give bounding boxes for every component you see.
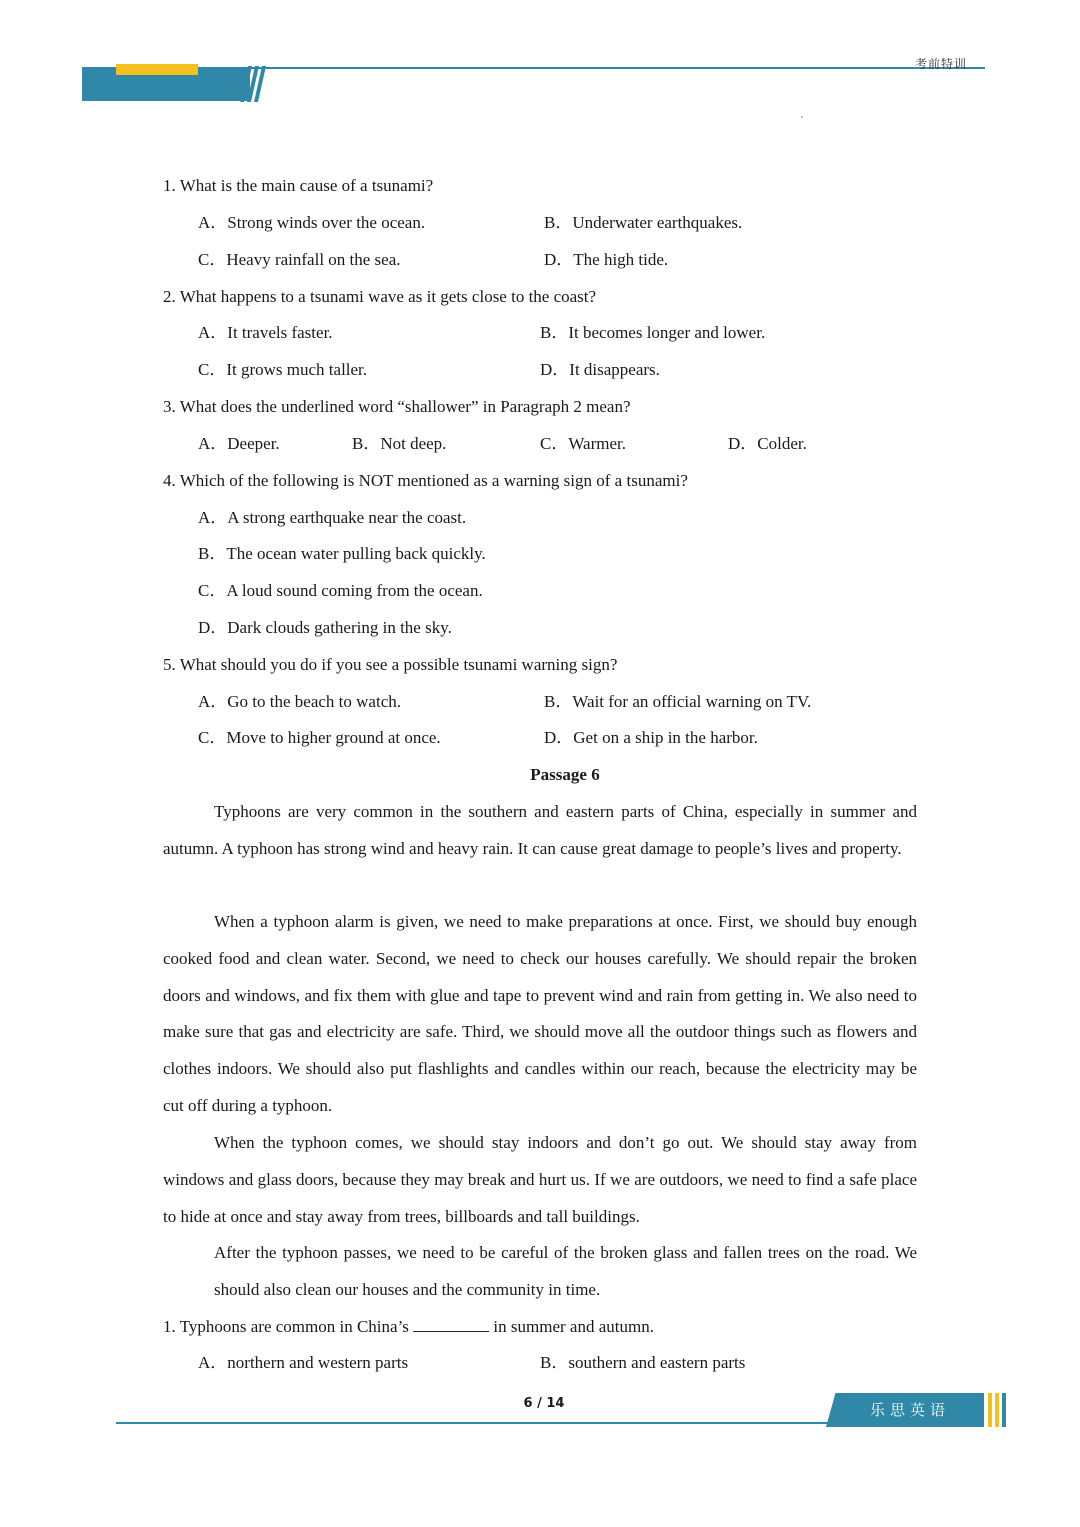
question-3: 3. What does the underlined word “shallower” in Paragraph 2 mean?	[163, 397, 631, 416]
q5-option-b: B．Wait for an official warning on TV.	[544, 692, 812, 711]
answer-blank	[413, 1317, 489, 1332]
q5-option-a: A．Go to the beach to watch.	[198, 692, 401, 711]
passage-question-1-prefix: 1. Typhoons are common in China’s	[163, 1317, 409, 1336]
q1-option-c: C．Heavy rainfall on the sea.	[198, 250, 401, 269]
q2-option-c: C．It grows much taller.	[198, 360, 368, 379]
q3-option-d: D．Colder.	[728, 434, 807, 453]
q3-option-b: B．Not deep.	[352, 434, 447, 453]
footer-brand: 乐思英语	[870, 1401, 951, 1419]
q3-option-a: A．Deeper.	[198, 434, 280, 453]
pq1-option-b: B．southern and eastern parts	[540, 1353, 746, 1372]
passage-question-1-suffix: in summer and autumn.	[493, 1317, 654, 1336]
footer-bars-icon	[986, 1393, 1006, 1427]
header-rule	[250, 67, 985, 69]
q4-option-b: B．The ocean water pulling back quickly.	[198, 544, 486, 563]
q4-option-a: A．A strong earthquake near the coast.	[198, 508, 467, 527]
header-stripes-icon	[238, 66, 268, 102]
passage-question-1	[163, 1309, 654, 1345]
header-label: 考前特训	[914, 57, 967, 71]
q1-option-b: B．Underwater earthquakes.	[544, 213, 743, 232]
scan-speck	[801, 116, 803, 118]
q1-option-d: D．The high tide.	[544, 250, 669, 269]
q2-option-b: B．It becomes longer and lower.	[540, 323, 766, 342]
passage-paragraph-4: After the typhoon passes, we need to be careful of the broken glass and fallen trees on the road. We should also clean our houses and the community in time.	[214, 1243, 917, 1299]
pq1-option-a: A．northern and western parts	[198, 1353, 409, 1372]
passage-paragraph-2: When a typhoon alarm is given, we need to make preparations at once. First, we should buy enough cooked food and clean water. Second, we need to check our houses carefully. We should repair the broken doors and windows, and fix them with glue and tape to prevent wind and rain from getting in. We also need to make sure that gas and electricity are safe. Third, we should move all the outdoor things such as flowers and clothes indoors. We should also put flashlights and candles within our reach, because the electricity may be cut off during a typhoon.	[163, 912, 917, 1115]
page-number: 6 / 14	[523, 1396, 565, 1411]
passage-paragraph-1: Typhoons are very common in the southern and eastern parts of China, especially in summer and autumn. A typhoon has strong wind and heavy rain. It can cause great damage to people’s lives and property.	[163, 802, 917, 858]
q1-option-a: A．Strong winds over the ocean.	[198, 213, 426, 232]
passage-paragraph-3: When the typhoon comes, we should stay indoors and don’t go out. We should stay away from windows and glass doors, because they may break and hurt us. If we are outdoors, we need to find a safe place to hide at once and stay away from trees, billboards and tall buildings.	[163, 1133, 917, 1226]
q5-option-c: C．Move to higher ground at once.	[198, 728, 441, 747]
question-4: 4. Which of the following is NOT mentioned as a warning sign of a tsunami?	[163, 471, 688, 490]
question-5: 5. What should you do if you see a possible tsunami warning sign?	[163, 655, 618, 674]
q2-option-d: D．It disappears.	[540, 360, 660, 379]
q4-option-c: C．A loud sound coming from the ocean.	[198, 581, 483, 600]
header-accent-bar	[116, 64, 198, 75]
q3-option-c: C．Warmer.	[540, 434, 626, 453]
question-1: 1. What is the main cause of a tsunami?	[163, 176, 434, 195]
footer-rule	[116, 1422, 836, 1424]
question-2: 2. What happens to a tsunami wave as it gets close to the coast?	[163, 287, 597, 306]
passage-title: Passage 6	[530, 765, 600, 784]
q2-option-a: A．It travels faster.	[198, 323, 333, 342]
q4-option-d: D．Dark clouds gathering in the sky.	[198, 618, 452, 637]
q5-option-d: D．Get on a ship in the harbor.	[544, 728, 758, 747]
